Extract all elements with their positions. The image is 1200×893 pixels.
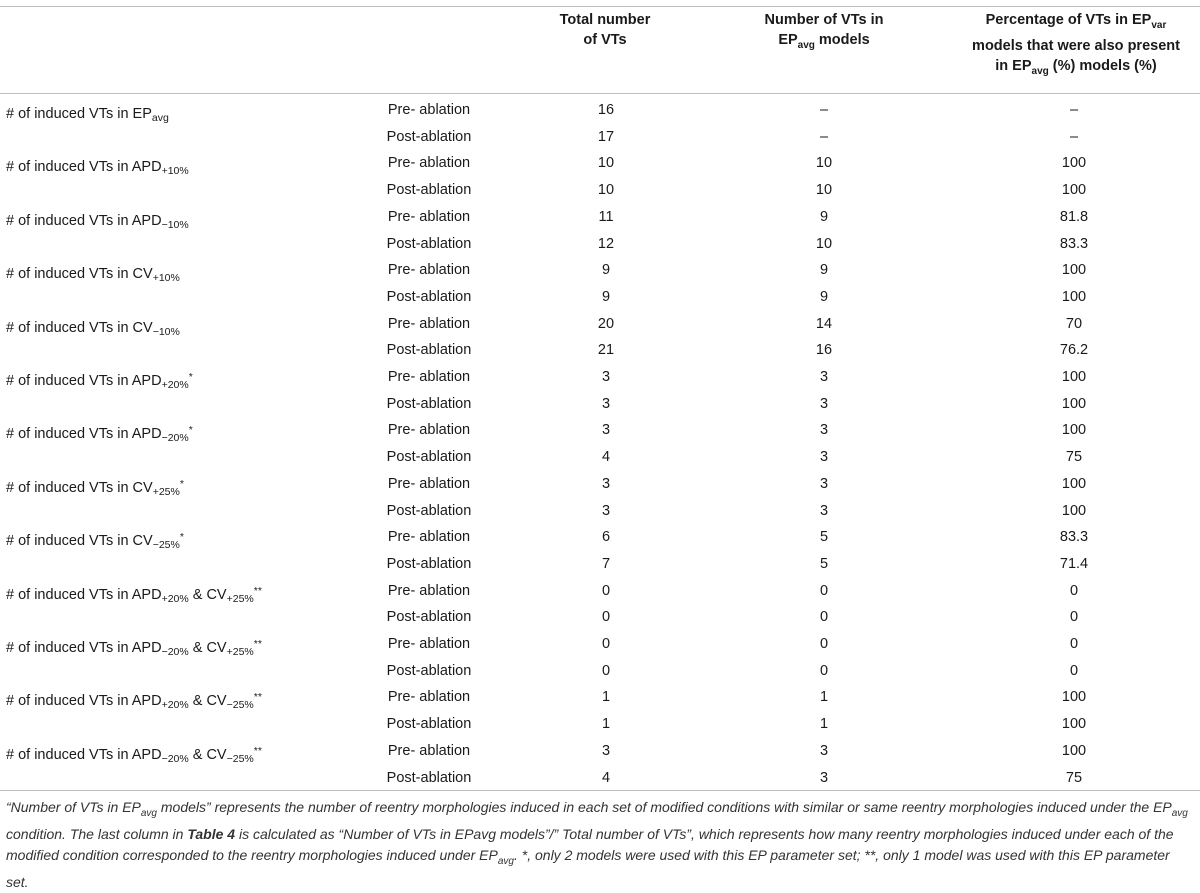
table-row <box>0 124 1200 151</box>
table-row <box>0 231 1200 258</box>
table-row <box>0 364 1200 391</box>
num-vts-epavg-cell: 0 <box>819 609 829 626</box>
num-vts-epavg-cell: 0 <box>819 662 829 679</box>
table-row <box>0 551 1200 578</box>
percentage-cell: 0 <box>1069 636 1079 652</box>
table-row <box>0 471 1200 498</box>
num-vts-epavg-cell: 1 <box>819 689 829 706</box>
header-total-vts: Total number of VTs <box>559 12 651 48</box>
ablation-phase: Pre- ablation <box>387 155 471 172</box>
percentage-cell: 100 <box>1061 475 1087 492</box>
percentage-cell: 100 <box>1061 369 1087 385</box>
num-vts-epavg-cell: 3 <box>819 369 829 385</box>
table-row <box>0 417 1200 444</box>
bottom-rule <box>0 790 1200 791</box>
header-rule <box>0 93 1200 94</box>
total-vts-cell: 16 <box>597 102 615 118</box>
num-vts-epavg-cell: – <box>819 102 829 118</box>
num-vts-epavg-cell: 5 <box>819 529 829 546</box>
total-vts-cell: 9 <box>601 262 611 279</box>
table-row <box>0 284 1200 311</box>
percentage-cell: 70 <box>1065 315 1083 332</box>
num-vts-epavg-cell: 3 <box>819 502 829 519</box>
ablation-phase: Pre- ablation <box>387 369 471 385</box>
percentage-cell: 75 <box>1065 769 1083 786</box>
ablation-phase: Post-ablation <box>386 395 472 412</box>
header-num-vts-epavg: Number of VTs in $EP_{avg}$ models <box>764 12 884 51</box>
row-label: # of induced VTs in $APD_{+20\%}$ & $CV_{+25\%}^{**}$ <box>6 584 262 605</box>
ablation-phase: Pre- ablation <box>387 262 471 279</box>
table-row <box>0 444 1200 471</box>
percentage-cell: 100 <box>1061 155 1087 172</box>
percentage-cell: 76.2 <box>1059 342 1089 359</box>
percentage-cell: 100 <box>1061 395 1087 412</box>
ablation-phase: Post-ablation <box>386 662 472 679</box>
total-vts-cell: 4 <box>601 449 611 466</box>
table-row <box>0 150 1200 177</box>
num-vts-epavg-cell: 10 <box>815 155 833 172</box>
num-vts-epavg-cell: 3 <box>819 449 829 466</box>
percentage-cell: 83.3 <box>1059 235 1089 252</box>
num-vts-epavg-cell: 10 <box>815 235 833 252</box>
percentage-cell: 100 <box>1061 689 1087 706</box>
total-vts-cell: 3 <box>601 502 611 519</box>
ablation-phase: Post-ablation <box>386 288 472 305</box>
num-vts-epavg-cell: 0 <box>819 582 829 599</box>
ablation-phase: Post-ablation <box>386 235 472 252</box>
num-vts-epavg-cell: 3 <box>819 422 829 439</box>
total-vts-cell: 3 <box>601 422 611 439</box>
total-vts-cell: 3 <box>601 369 611 385</box>
row-label: # of induced VTs in $CV_{-25\%}^*$ <box>6 531 184 552</box>
ablation-phase: Post-ablation <box>386 609 472 626</box>
table-row <box>0 578 1200 605</box>
percentage-cell: 83.3 <box>1059 529 1089 546</box>
num-vts-epavg-cell: 5 <box>819 555 829 572</box>
table-row <box>0 177 1200 204</box>
total-vts-cell: 11 <box>598 208 614 225</box>
total-vts-cell: 0 <box>601 609 611 626</box>
percentage-cell: – <box>1069 128 1079 145</box>
num-vts-epavg-cell: 9 <box>819 208 829 225</box>
row-label: # of induced VTs in $APD_{-10\%}$ <box>6 212 189 231</box>
ablation-phase: Post-ablation <box>386 555 472 572</box>
table-row <box>0 337 1200 364</box>
total-vts-cell: 3 <box>601 475 611 492</box>
ablation-phase: Pre- ablation <box>387 742 471 759</box>
total-vts-cell: 0 <box>601 636 611 652</box>
total-vts-cell: 9 <box>601 288 611 305</box>
num-vts-epavg-cell: 3 <box>819 769 829 786</box>
percentage-cell: 0 <box>1069 662 1079 679</box>
percentage-cell: 100 <box>1061 716 1087 733</box>
table-row <box>0 631 1200 658</box>
percentage-cell: 100 <box>1061 288 1087 305</box>
total-vts-cell: 0 <box>601 582 611 599</box>
num-vts-epavg-cell: 16 <box>815 342 833 359</box>
table-row <box>0 498 1200 525</box>
num-vts-epavg-cell: 3 <box>819 395 829 412</box>
row-label: # of induced VTs in $EP_{avg}$ <box>6 106 169 124</box>
total-vts-cell: 12 <box>597 235 615 252</box>
num-vts-epavg-cell: 14 <box>815 315 833 332</box>
ablation-phase: Pre- ablation <box>387 315 471 332</box>
ablation-phase: Post-ablation <box>386 449 472 466</box>
ablation-phase: Post-ablation <box>386 769 472 786</box>
percentage-cell: 100 <box>1061 422 1087 439</box>
num-vts-epavg-cell: 10 <box>815 182 833 199</box>
ablation-phase: Pre- ablation <box>387 529 471 546</box>
ablation-phase: Post-ablation <box>386 182 472 199</box>
percentage-cell: – <box>1069 102 1079 118</box>
table-row <box>0 97 1200 124</box>
total-vts-cell: 1 <box>601 689 611 706</box>
row-label: # of induced VTs in $APD_{+20\%}^*$ <box>6 371 193 391</box>
total-vts-cell: 20 <box>597 315 615 332</box>
num-vts-epavg-cell: 9 <box>819 288 829 305</box>
row-label: # of induced VTs in $CV_{-10\%}$ <box>6 319 180 338</box>
ablation-phase: Post-ablation <box>386 502 472 519</box>
table-row <box>0 765 1200 792</box>
total-vts-cell: 1 <box>601 716 611 733</box>
row-label: # of induced VTs in $APD_{+20\%}$ & $CV_{-25\%}^{**}$ <box>6 691 262 712</box>
total-vts-cell: 17 <box>597 128 615 145</box>
num-vts-epavg-cell: – <box>819 128 829 145</box>
percentage-cell: 75 <box>1065 449 1083 466</box>
ablation-phase: Post-ablation <box>386 342 472 359</box>
table-row <box>0 738 1200 765</box>
header-percentage: Percentage of VTs in $EP_{var}$ models that were also present in $EP_{avg}$ (%) models (%) <box>972 12 1180 77</box>
row-label: # of induced VTs in $APD_{-20\%}$ & $CV_{+25\%}^{**}$ <box>6 638 262 658</box>
ablation-phase: Post-ablation <box>386 128 472 145</box>
table-row <box>0 391 1200 418</box>
percentage-cell: 0 <box>1069 609 1079 626</box>
num-vts-epavg-cell: 0 <box>819 636 829 652</box>
ablation-phase: Pre- ablation <box>387 475 471 492</box>
ablation-phase: Post-ablation <box>386 716 472 733</box>
percentage-cell: 0 <box>1069 582 1079 599</box>
row-label: # of induced VTs in $APD_{+10\%}$ <box>6 159 189 178</box>
total-vts-cell: 4 <box>601 769 611 786</box>
row-label: # of induced VTs in $APD_{-20\%}$ & $CV_{-25\%}^{**}$ <box>6 744 262 765</box>
top-rule <box>0 6 1200 7</box>
total-vts-cell: 21 <box>597 342 615 359</box>
percentage-cell: 100 <box>1061 262 1087 279</box>
num-vts-epavg-cell: 9 <box>819 262 829 279</box>
num-vts-epavg-cell: 3 <box>819 475 829 492</box>
ablation-phase: Pre- ablation <box>387 582 471 599</box>
total-vts-cell: 10 <box>597 155 615 172</box>
table-footnote: “Number of VTs in $EP_{avg}$ models” represents the number of reentry morphologies induced in each set of modified conditions with similar or same reentry morphologies induced under the $EP_{avg}$ condition. The last column in Table 4 is calculated as “Number of VTs in EPavg models”/” Total number of VTs”, which represents how many reentry morphologies induced under each of the modified condition corresponded to the reentry morphologies induced under $EP_{avg}$. *, only 2 models were used with this EP parameter set; **, only 1 model was used with this EP parameter set. <box>6 799 1188 890</box>
ablation-phase: Pre- ablation <box>387 102 471 118</box>
ablation-phase: Pre- ablation <box>387 689 471 706</box>
row-label: # of induced VTs in $CV_{+10\%}$ <box>6 266 180 285</box>
total-vts-cell: 7 <box>601 555 611 572</box>
num-vts-epavg-cell: 3 <box>819 742 829 759</box>
table-row <box>0 524 1200 551</box>
percentage-cell: 100 <box>1061 742 1087 759</box>
table-row <box>0 604 1200 631</box>
ablation-phase: Pre- ablation <box>387 208 471 225</box>
total-vts-cell: 0 <box>601 662 611 679</box>
table-row <box>0 257 1200 284</box>
total-vts-cell: 3 <box>601 395 611 412</box>
total-vts-cell: 6 <box>601 529 611 546</box>
percentage-cell: 71.4 <box>1059 555 1089 572</box>
percentage-cell: 100 <box>1061 502 1087 519</box>
percentage-cell: 100 <box>1061 182 1087 199</box>
row-label: # of induced VTs in $CV_{+25\%}^*$ <box>6 477 184 498</box>
total-vts-cell: 3 <box>601 742 611 759</box>
table-row <box>0 311 1200 338</box>
ablation-phase: Pre- ablation <box>387 422 471 439</box>
total-vts-cell: 10 <box>597 182 615 199</box>
num-vts-epavg-cell: 1 <box>819 716 829 733</box>
table-row <box>0 684 1200 711</box>
ablation-phase: Pre- ablation <box>387 636 471 652</box>
table-row <box>0 658 1200 685</box>
table-row <box>0 204 1200 231</box>
table-row <box>0 711 1200 738</box>
percentage-cell: 81.8 <box>1059 208 1089 225</box>
row-label: # of induced VTs in $APD_{-20\%}^*$ <box>6 424 193 445</box>
